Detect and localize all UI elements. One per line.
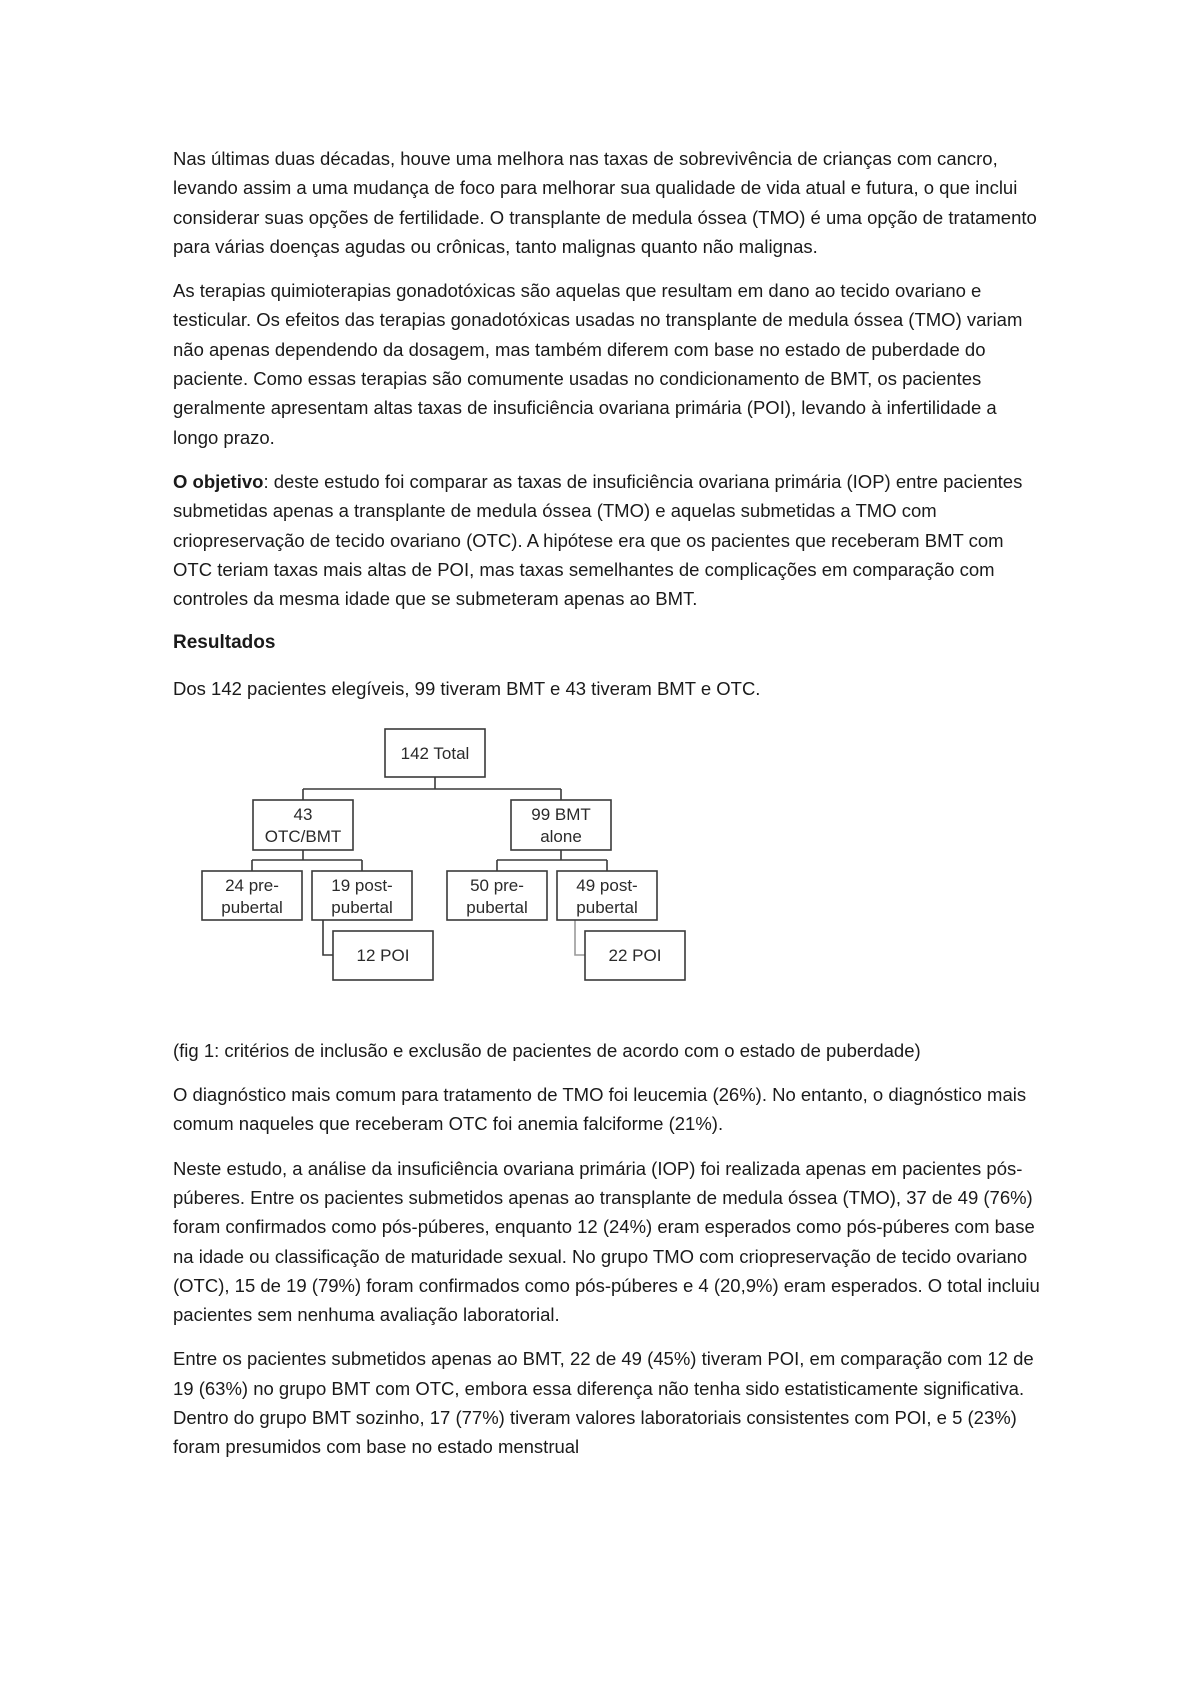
node-otc-pre (202, 871, 302, 920)
paragraph-poi-results: Entre os pacientes submetidos apenas ao BMT, 22 de 49 (45%) tiveram POI, em comparação com 12 de 19 (63%) no grupo BMT com OTC, embora essa diferença não tenha sido estatisticamente significativa. Dentro do grupo BMT sozinho, 17 (77%) tiveram valores laboratoriais consistentes com POI, e 5 (23%) foram presumidos com base no estado menstrual (173, 1348, 1034, 1458)
objective-text: : deste estudo foi comparar as taxas de insuficiência ovariana primária (IOP) entre pacientes submetidas apenas a transplante de medula óssea (TMO) e aquelas submetidas a TMO com criopreservação de tecido ovariano (OTC). A hipótese era que os pacientes que receberam BMT com OTC teriam taxas mais altas de POI, mas taxas semelhantes de complicações em comparação com controles da mesma idade que se submeteram apenas ao BMT. (173, 470, 1023, 610)
node-bmt-post-line2: pubertal (576, 897, 638, 917)
edge-bmt-poi (575, 920, 585, 955)
edge-otc-poi (323, 920, 333, 955)
node-otc-poi (333, 931, 433, 980)
node-bmt-pre (447, 871, 547, 920)
edge-total-split (303, 777, 561, 800)
node-bmt-alone-line1: 99 BMT (531, 804, 591, 824)
node-otc-pre-line1: 24 pre- (225, 875, 279, 895)
edge-bmt-split (497, 850, 607, 871)
objective-label: O objetivo (173, 470, 264, 492)
node-bmt-alone (511, 800, 611, 850)
document-page (173, 144, 1043, 1477)
paragraph-diagnosis: O diagnóstico mais comum para tratamento de TMO foi leucemia (26%). No entanto, o diagnóstico mais comum naqueles que receberam OTC foi anemia falciforme (21%). (173, 1084, 1027, 1135)
node-total (385, 729, 485, 777)
results-heading: Resultados (173, 632, 276, 654)
paragraph-eligible: Dos 142 pacientes elegíveis, 99 tiveram BMT e 43 tiveram BMT e OTC. (173, 678, 761, 700)
node-bmt-pre-line1: 50 pre- (470, 875, 524, 895)
node-otc-bmt-line2: OTC/BMT (264, 826, 342, 846)
node-otc-bmt (253, 800, 353, 850)
patient-flow-diagram (173, 719, 1043, 1021)
node-otc-bmt-line1: 43 (293, 804, 313, 824)
figure-caption: (fig 1: critérios de inclusão e exclusão de pacientes de acordo com o estado de puberdade) (173, 1039, 921, 1061)
node-total-label: 142 Total (400, 743, 470, 763)
paragraph-analysis: Neste estudo, a análise da insuficiência ovariana primária (IOP) foi realizada apenas em pacientes pós-púberes. Entre os pacientes submetidos apenas ao transplante de medula óssea (TMO), 37 de 49 (76%) foram confirmados como pós-púberes, enquanto 12 (24%) eram esperados como pós-púberes com base na idade ou classificação de maturidade sexual. No grupo TMO com criopreservação de tecido ovariano (OTC), 15 de 19 (79%) foram confirmados como pós-púberes e 4 (20,9%) eram esperados. O total incluiu pacientes sem nenhuma avaliação laboratorial. (173, 1157, 1040, 1326)
node-bmt-post (557, 871, 657, 920)
node-otc-poi-label: 12 POI (356, 945, 410, 965)
paragraph-intro: Nas últimas duas décadas, houve uma melhora nas taxas de sobrevivência de crianças com cancro, levando assim a uma mudança de foco para melhorar sua qualidade de vida atual e futura, o que inclui considerar suas opções de fertilidade. O transplante de medula óssea (TMO) é uma opção de tratamento para várias doenças agudas ou crônicas, tanto malignas quanto não malignas. (173, 148, 1037, 257)
node-otc-post (312, 871, 412, 920)
node-bmt-poi (585, 931, 685, 980)
flow-diagram-svg (173, 719, 1043, 1021)
node-otc-post-line2: pubertal (331, 897, 393, 917)
node-bmt-pre-line2: pubertal (466, 897, 528, 917)
node-otc-pre-line2: pubertal (221, 897, 283, 917)
node-bmt-poi-label: 22 POI (608, 945, 662, 965)
node-otc-post-line1: 19 post- (331, 875, 393, 895)
node-bmt-alone-line2: alone (540, 826, 582, 846)
edge-otc-split (252, 850, 362, 871)
node-bmt-post-line1: 49 post- (576, 875, 638, 895)
paragraph-therapies: As terapias quimioterapias gonadotóxicas são aquelas que resultam em dano ao tecido ovariano e testicular. Os efeitos das terapias gonadotóxicas usadas no transplante de medula óssea (TMO) variam não apenas dependendo da dosagem, mas também diferem com base no estado de puberdade do paciente. Como essas terapias são comumente usadas no condicionamento de BMT, os pacientes geralmente apresentam altas taxas de insuficiência ovariana primária (POI), levando à infertilidade a longo prazo. (173, 280, 1023, 448)
paragraph-objective (173, 467, 1043, 613)
